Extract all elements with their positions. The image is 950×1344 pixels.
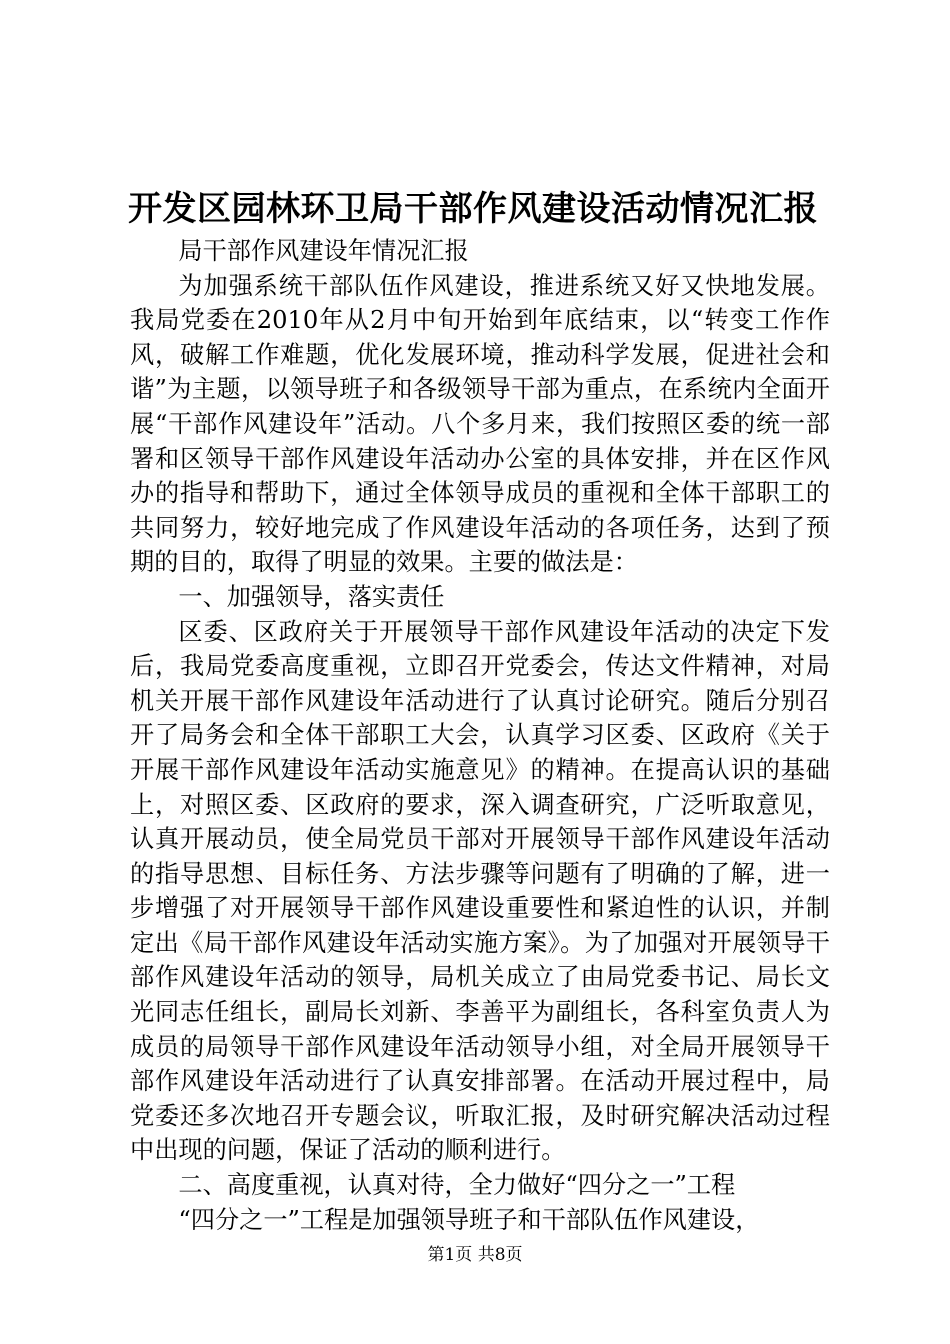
paragraph-section-2: “四分之一”工程是加强领导班子和干部队伍作风建设， [178, 1205, 760, 1234]
document-title: 开发区园林环卫局干部作风建设活动情况汇报 [128, 189, 818, 229]
document-body [130, 234, 830, 1237]
section-heading-1: 一、加强领导，落实责任 [178, 582, 445, 611]
paragraph-intro: 为加强系统干部队伍作风建设，推进系统又好又快地发展。我局党委在2010年从2月中旬开始到年底结束，以“转变工作作风，破解工作难题，优化发展环境，推动科学发展，促进社会和谐”为主题，以领导班子和各级领导干部为重点，在系统内全面开展“干部作风建设年”活动。八个多月来，我们按照区委的统一部署和区领导干部作风建设年活动办公室的具体安排，并在区作风办的指导和帮助下，通过全体领导成员的重视和全体干部职工的共同努力，较好地完成了作风建设年活动的各项任务，达到了预期的目的，取得了明显的效果。主要的做法是： [130, 271, 830, 577]
section-heading-2: 二、高度重视，认真对待，全力做好“四分之一”工程 [178, 1171, 736, 1200]
document-subtitle: 局干部作风建设年情况汇报 [178, 237, 469, 265]
page-footer: 第1页 共8页 [427, 1245, 523, 1265]
paragraph-section-1: 区委、区政府关于开展领导干部作风建设年活动的决定下发后，我局党委高度重视，立即召开党委会，传达文件精神，对局机关开展干部作风建设年活动进行了认真讨论研究。随后分别召开了局务会和全体干部职工大会，认真学习区委、区政府《关于开展干部作风建设年活动实施意见》的精神。在提高认识的基础上，对照区委、区政府的要求，深入调查研究，广泛听取意见，认真开展动员，使全局党员干部对开展领导干部作风建设年活动的指导思想、目标任务、方法步骤等问题有了明确的了解，进一步增强了对开展领导干部作风建设重要性和紧迫性的认识，并制定出《局干部作风建设年活动实施方案》。为了加强对开展领导干部作风建设年活动的领导，局机关成立了由局党委书记、局长文光同志任组长，副局长刘新、李善平为副组长，各科室负责人为成员的局领导干部作风建设年活动领导小组，对全局开展领导干部作风建设年活动进行了认真安排部署。在活动开展过程中，局党委还多次地召开专题会议，听取汇报，及时研究解决活动过程中出现的问题，保证了活动的顺利进行。 [130, 617, 830, 1165]
